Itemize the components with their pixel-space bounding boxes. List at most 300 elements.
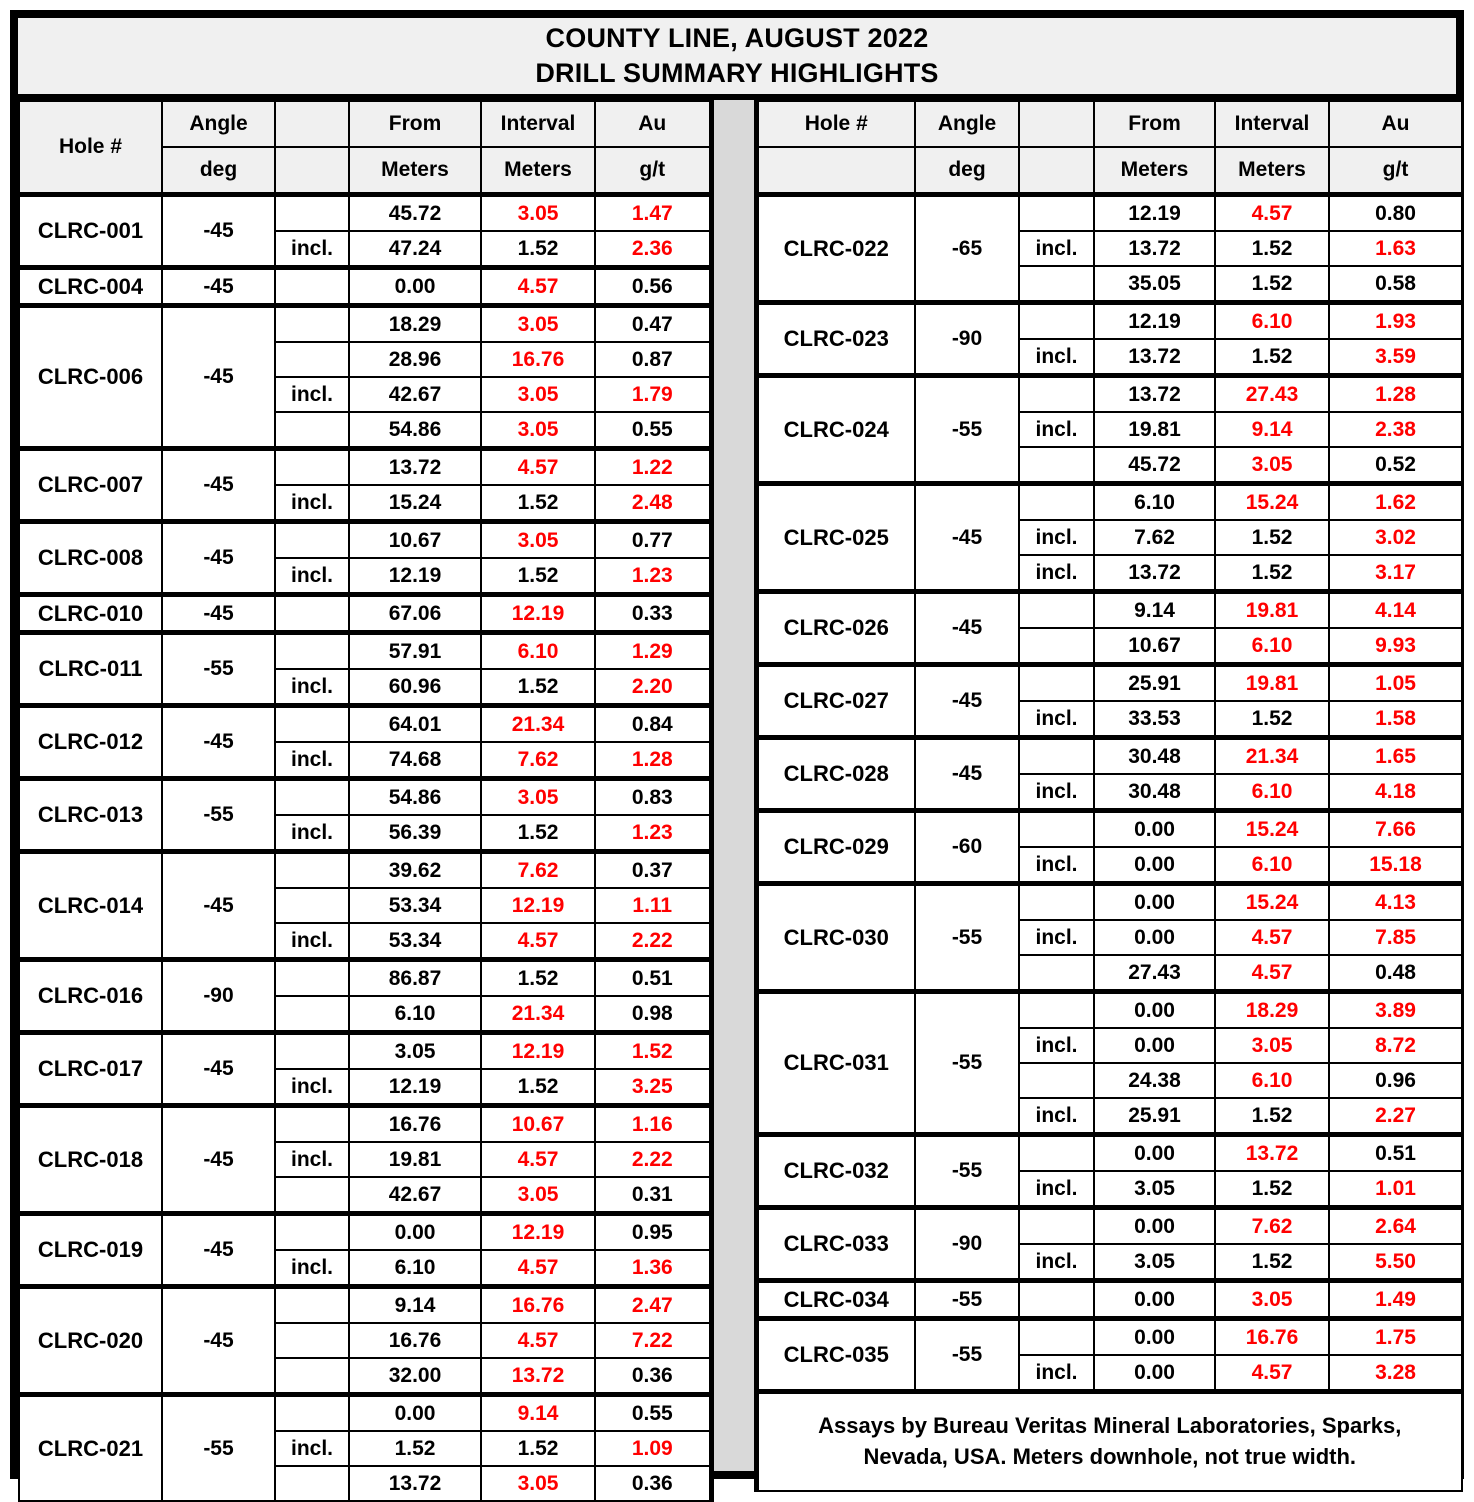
au-cell: 0.84 [595, 706, 711, 743]
incl-cell [275, 1358, 349, 1395]
au-cell: 2.38 [1329, 412, 1462, 447]
incl-cell: incl. [275, 558, 349, 595]
incl-cell [1019, 303, 1094, 340]
from-cell: 0.00 [1094, 811, 1215, 848]
from-cell: 60.96 [349, 669, 481, 706]
from-cell: 1.52 [349, 1431, 481, 1466]
interval-cell: 21.34 [481, 996, 595, 1033]
incl-cell [275, 1033, 349, 1070]
incl-cell: incl. [1019, 339, 1094, 376]
from-cell: 0.00 [1094, 847, 1215, 884]
incl-cell [1019, 628, 1094, 665]
hole-id-cell: CLRC-029 [756, 811, 915, 884]
interval-cell: 12.19 [481, 1033, 595, 1070]
interval-cell: 18.29 [1215, 992, 1329, 1029]
interval-cell: 1.52 [1215, 231, 1329, 266]
angle-cell: -45 [162, 195, 275, 268]
from-cell: 25.91 [1094, 1098, 1215, 1135]
drill-row [756, 665, 1462, 702]
au-cell: 1.93 [1329, 303, 1462, 340]
incl-cell: incl. [1019, 231, 1094, 266]
interval-cell: 6.10 [481, 633, 595, 670]
interval-cell: 4.57 [481, 1142, 595, 1177]
au-cell: 1.49 [1329, 1281, 1462, 1319]
au-cell: 3.17 [1329, 555, 1462, 592]
interval-cell: 1.52 [481, 960, 595, 997]
interval-cell: 21.34 [481, 706, 595, 743]
incl-cell: incl. [275, 377, 349, 412]
from-cell: 0.00 [1094, 1319, 1215, 1356]
from-cell: 45.72 [349, 195, 481, 232]
au-cell: 0.33 [595, 595, 711, 633]
incl-cell: incl. [1019, 555, 1094, 592]
interval-cell: 4.57 [1215, 195, 1329, 232]
table-header [19, 101, 711, 195]
from-cell: 32.00 [349, 1358, 481, 1395]
drill-row [756, 376, 1462, 413]
interval-cell: 12.19 [481, 888, 595, 923]
incl-cell [275, 195, 349, 232]
interval-cell: 13.72 [1215, 1135, 1329, 1172]
from-cell: 10.67 [1094, 628, 1215, 665]
incl-cell [1019, 811, 1094, 848]
interval-cell: 15.24 [1215, 811, 1329, 848]
drill-row [19, 960, 711, 997]
angle-cell: -55 [915, 992, 1019, 1135]
au-cell: 3.28 [1329, 1355, 1462, 1392]
au-header: Au [595, 101, 711, 147]
incl-cell [275, 633, 349, 670]
incl-cell [275, 706, 349, 743]
incl-cell [275, 888, 349, 923]
interval-cell: 1.52 [481, 1431, 595, 1466]
from-cell: 0.00 [1094, 1028, 1215, 1063]
from-cell: 47.24 [349, 231, 481, 268]
incl-cell [1019, 955, 1094, 992]
au-cell: 4.13 [1329, 884, 1462, 921]
assay-note: Assays by Bureau Veritas Mineral Laboratories, Sparks, Nevada, USA. Meters downhole, not true width. [756, 1392, 1462, 1492]
from-cell: 56.39 [349, 815, 481, 852]
drill-row [756, 592, 1462, 629]
from-cell: 13.72 [1094, 376, 1215, 413]
au-cell: 2.20 [595, 669, 711, 706]
au-cell: 1.11 [595, 888, 711, 923]
au-cell: 0.87 [595, 342, 711, 377]
interval-cell: 19.81 [1215, 592, 1329, 629]
angle-cell: -55 [162, 779, 275, 852]
interval-cell: 7.62 [481, 852, 595, 889]
from-cell: 19.81 [349, 1142, 481, 1177]
hole-id-cell: CLRC-001 [19, 195, 162, 268]
from-cell: 45.72 [1094, 447, 1215, 484]
interval-units-header: Meters [481, 147, 595, 195]
incl-cell: incl. [275, 742, 349, 779]
from-cell: 86.87 [349, 960, 481, 997]
interval-cell: 4.57 [481, 923, 595, 960]
incl-cell [275, 960, 349, 997]
from-header: From [1094, 101, 1215, 147]
au-cell: 0.80 [1329, 195, 1462, 232]
hole-id-cell: CLRC-022 [756, 195, 915, 303]
interval-header: Interval [1215, 101, 1329, 147]
au-cell: 1.62 [1329, 484, 1462, 521]
incl-cell [275, 268, 349, 306]
interval-cell: 21.34 [1215, 738, 1329, 775]
au-cell: 2.22 [595, 1142, 711, 1177]
interval-cell: 1.52 [1215, 266, 1329, 303]
drill-row [19, 306, 711, 343]
interval-cell: 16.76 [1215, 1319, 1329, 1356]
interval-cell: 9.14 [481, 1395, 595, 1432]
hole-id-cell: CLRC-013 [19, 779, 162, 852]
au-cell: 2.64 [1329, 1208, 1462, 1245]
au-cell: 0.56 [595, 268, 711, 306]
interval-units-header: Meters [1215, 147, 1329, 195]
drill-row [19, 1106, 711, 1143]
incl-cell: incl. [1019, 774, 1094, 811]
from-cell: 0.00 [349, 1214, 481, 1251]
hole-id-cell: CLRC-007 [19, 449, 162, 522]
from-cell: 10.67 [349, 522, 481, 559]
incl-cell [275, 996, 349, 1033]
drill-row [19, 1214, 711, 1251]
au-cell: 0.95 [595, 1214, 711, 1251]
hole-id-cell: CLRC-031 [756, 992, 915, 1135]
hole-id-cell: CLRC-010 [19, 595, 162, 633]
angle-cell: -45 [162, 852, 275, 960]
from-cell: 53.34 [349, 923, 481, 960]
from-cell: 13.72 [349, 449, 481, 486]
interval-cell: 6.10 [1215, 847, 1329, 884]
drill-row [756, 1208, 1462, 1245]
from-cell: 74.68 [349, 742, 481, 779]
au-cell: 15.18 [1329, 847, 1462, 884]
interval-cell: 1.52 [1215, 555, 1329, 592]
from-cell: 39.62 [349, 852, 481, 889]
incl-cell [275, 1287, 349, 1324]
interval-header: Interval [481, 101, 595, 147]
hole-id-cell: CLRC-018 [19, 1106, 162, 1214]
incl-cell [275, 449, 349, 486]
hole-id-cell: CLRC-026 [756, 592, 915, 665]
au-cell: 2.48 [595, 485, 711, 522]
au-cell: 0.58 [1329, 266, 1462, 303]
incl-cell [275, 779, 349, 816]
interval-cell: 27.43 [1215, 376, 1329, 413]
hole-id-cell: CLRC-033 [756, 1208, 915, 1281]
incl-cell [275, 595, 349, 633]
au-cell: 0.55 [595, 412, 711, 449]
interval-cell: 1.52 [481, 669, 595, 706]
au-cell: 1.28 [1329, 376, 1462, 413]
from-cell: 9.14 [349, 1287, 481, 1324]
from-cell: 3.05 [1094, 1171, 1215, 1208]
interval-cell: 1.52 [481, 231, 595, 268]
au-cell: 1.75 [1329, 1319, 1462, 1356]
au-cell: 3.02 [1329, 520, 1462, 555]
from-cell: 0.00 [1094, 884, 1215, 921]
incl-cell: incl. [1019, 920, 1094, 955]
au-cell: 7.66 [1329, 811, 1462, 848]
au-cell: 1.23 [595, 558, 711, 595]
from-cell: 13.72 [349, 1466, 481, 1501]
interval-cell: 12.19 [481, 595, 595, 633]
incl-cell: incl. [1019, 701, 1094, 738]
au-cell: 0.55 [595, 1395, 711, 1432]
hole-id-cell: CLRC-014 [19, 852, 162, 960]
interval-cell: 4.57 [1215, 920, 1329, 955]
hole-id-cell: CLRC-004 [19, 268, 162, 306]
interval-cell: 3.05 [481, 1466, 595, 1501]
page-title [18, 18, 1456, 100]
interval-cell: 6.10 [1215, 774, 1329, 811]
hole-id-cell: CLRC-006 [19, 306, 162, 449]
drill-row [756, 195, 1462, 232]
incl-cell: incl. [275, 815, 349, 852]
hole-id-cell: CLRC-032 [756, 1135, 915, 1208]
hole-header-blank [756, 147, 915, 195]
hole-id-cell: CLRC-028 [756, 738, 915, 811]
angle-units-header: deg [162, 147, 275, 195]
title-line-1: COUNTY LINE, AUGUST 2022 [545, 22, 929, 53]
incl-cell [1019, 447, 1094, 484]
from-cell: 13.72 [1094, 555, 1215, 592]
from-cell: 3.05 [349, 1033, 481, 1070]
au-cell: 1.47 [595, 195, 711, 232]
interval-cell: 16.76 [481, 342, 595, 377]
interval-cell: 3.05 [481, 377, 595, 412]
from-cell: 57.91 [349, 633, 481, 670]
header-row-1 [19, 101, 711, 147]
au-cell: 1.36 [595, 1250, 711, 1287]
incl-cell: incl. [275, 1142, 349, 1177]
interval-cell: 3.05 [1215, 447, 1329, 484]
incl-header-blank [1019, 101, 1094, 147]
drill-row [19, 633, 711, 670]
au-header: Au [1329, 101, 1462, 147]
incl-cell: incl. [275, 1431, 349, 1466]
interval-cell: 1.52 [481, 815, 595, 852]
au-cell: 1.63 [1329, 231, 1462, 266]
interval-cell: 4.57 [481, 1250, 595, 1287]
incl-cell [1019, 1135, 1094, 1172]
hole-id-cell: CLRC-011 [19, 633, 162, 706]
angle-cell: -65 [915, 195, 1019, 303]
incl-cell: incl. [1019, 520, 1094, 555]
hole-id-cell: CLRC-016 [19, 960, 162, 1033]
from-header: From [349, 101, 481, 147]
interval-cell: 3.05 [481, 412, 595, 449]
interval-cell: 4.57 [1215, 1355, 1329, 1392]
from-cell: 28.96 [349, 342, 481, 377]
incl-cell [275, 1106, 349, 1143]
incl-cell: incl. [1019, 1171, 1094, 1208]
hole-header: Hole # [756, 101, 915, 147]
interval-cell: 3.05 [481, 306, 595, 343]
from-cell: 6.10 [349, 1250, 481, 1287]
drill-row [19, 1395, 711, 1432]
header-row-2 [756, 147, 1462, 195]
interval-cell: 6.10 [1215, 628, 1329, 665]
incl-cell: incl. [1019, 847, 1094, 884]
interval-cell: 3.05 [1215, 1028, 1329, 1063]
incl-cell [1019, 1281, 1094, 1319]
hole-id-cell: CLRC-034 [756, 1281, 915, 1319]
hole-id-cell: CLRC-012 [19, 706, 162, 779]
interval-cell: 1.52 [481, 1069, 595, 1106]
table-body [19, 195, 711, 1502]
au-cell: 4.18 [1329, 774, 1462, 811]
from-cell: 0.00 [349, 268, 481, 306]
drill-row [756, 992, 1462, 1029]
angle-cell: -45 [162, 1033, 275, 1106]
interval-cell: 7.62 [1215, 1208, 1329, 1245]
angle-cell: -45 [162, 306, 275, 449]
au-cell: 1.01 [1329, 1171, 1462, 1208]
incl-cell [1019, 376, 1094, 413]
angle-cell: -55 [162, 1395, 275, 1502]
interval-cell: 1.52 [1215, 520, 1329, 555]
from-cell: 13.72 [1094, 339, 1215, 376]
drill-row [19, 268, 711, 306]
from-cell: 13.72 [1094, 231, 1215, 266]
hole-id-cell: CLRC-019 [19, 1214, 162, 1287]
drill-row [756, 811, 1462, 848]
au-cell: 1.52 [595, 1033, 711, 1070]
from-cell: 67.06 [349, 595, 481, 633]
interval-cell: 1.52 [1215, 1171, 1329, 1208]
incl-cell [1019, 195, 1094, 232]
table-gutter [714, 100, 754, 1471]
from-units-header: Meters [349, 147, 481, 195]
angle-cell: -45 [162, 1287, 275, 1395]
note-row [756, 1392, 1462, 1492]
angle-cell: -90 [915, 303, 1019, 376]
from-cell: 54.86 [349, 412, 481, 449]
from-cell: 16.76 [349, 1106, 481, 1143]
from-cell: 0.00 [1094, 1135, 1215, 1172]
au-cell: 0.51 [595, 960, 711, 997]
angle-cell: -55 [162, 633, 275, 706]
au-cell: 0.48 [1329, 955, 1462, 992]
incl-cell [275, 306, 349, 343]
from-cell: 12.19 [349, 558, 481, 595]
from-cell: 9.14 [1094, 592, 1215, 629]
au-cell: 1.28 [595, 742, 711, 779]
angle-cell: -45 [915, 592, 1019, 665]
hole-id-cell: CLRC-021 [19, 1395, 162, 1502]
au-cell: 1.65 [1329, 738, 1462, 775]
from-cell: 30.48 [1094, 738, 1215, 775]
interval-cell: 3.05 [481, 195, 595, 232]
incl-cell [1019, 1208, 1094, 1245]
interval-cell: 1.52 [1215, 339, 1329, 376]
au-cell: 3.59 [1329, 339, 1462, 376]
au-cell: 0.83 [595, 779, 711, 816]
from-cell: 42.67 [349, 1177, 481, 1214]
drill-row [756, 738, 1462, 775]
incl-cell [275, 1177, 349, 1214]
from-cell: 12.19 [1094, 195, 1215, 232]
from-cell: 0.00 [1094, 992, 1215, 1029]
interval-cell: 1.52 [1215, 1244, 1329, 1281]
incl-cell [1019, 992, 1094, 1029]
angle-header: Angle [162, 101, 275, 147]
drill-row [19, 1033, 711, 1070]
au-cell: 1.05 [1329, 665, 1462, 702]
incl-cell: incl. [1019, 1355, 1094, 1392]
incl-cell: incl. [275, 485, 349, 522]
from-cell: 0.00 [1094, 920, 1215, 955]
incl-cell: incl. [275, 1069, 349, 1106]
angle-cell: -45 [915, 665, 1019, 738]
au-cell: 0.77 [595, 522, 711, 559]
angle-cell: -55 [915, 1281, 1019, 1319]
interval-cell: 1.52 [481, 485, 595, 522]
from-cell: 25.91 [1094, 665, 1215, 702]
from-cell: 27.43 [1094, 955, 1215, 992]
incl-cell: incl. [275, 1250, 349, 1287]
au-cell: 0.31 [595, 1177, 711, 1214]
from-cell: 64.01 [349, 706, 481, 743]
au-cell: 8.72 [1329, 1028, 1462, 1063]
from-cell: 24.38 [1094, 1063, 1215, 1098]
from-cell: 0.00 [349, 1395, 481, 1432]
hole-id-cell: CLRC-008 [19, 522, 162, 595]
interval-cell: 4.57 [481, 268, 595, 306]
interval-cell: 7.62 [481, 742, 595, 779]
hole-id-cell: CLRC-023 [756, 303, 915, 376]
interval-cell: 4.57 [481, 1323, 595, 1358]
incl-cell [1019, 1319, 1094, 1356]
hole-id-cell: CLRC-025 [756, 484, 915, 592]
drill-row [19, 706, 711, 743]
from-cell: 0.00 [1094, 1208, 1215, 1245]
au-cell: 0.36 [595, 1358, 711, 1395]
drill-row [19, 852, 711, 889]
au-cell: 2.22 [595, 923, 711, 960]
au-cell: 1.09 [595, 1431, 711, 1466]
angle-cell: -45 [162, 268, 275, 306]
interval-cell: 15.24 [1215, 884, 1329, 921]
from-cell: 6.10 [1094, 484, 1215, 521]
interval-cell: 13.72 [481, 1358, 595, 1395]
incl-cell [1019, 266, 1094, 303]
angle-units-header: deg [915, 147, 1019, 195]
incl-header-blank [275, 101, 349, 147]
au-cell: 1.16 [595, 1106, 711, 1143]
table-body [756, 195, 1462, 1492]
incl-cell: incl. [275, 923, 349, 960]
incl-cell [275, 342, 349, 377]
au-cell: 0.37 [595, 852, 711, 889]
au-cell: 1.29 [595, 633, 711, 670]
angle-cell: -45 [162, 1214, 275, 1287]
drill-row [19, 522, 711, 559]
angle-cell: -45 [915, 738, 1019, 811]
angle-cell: -55 [915, 376, 1019, 484]
incl-cell: incl. [1019, 412, 1094, 447]
au-cell: 1.22 [595, 449, 711, 486]
hole-header: Hole # [19, 101, 162, 195]
from-cell: 12.19 [1094, 303, 1215, 340]
angle-header: Angle [915, 101, 1019, 147]
au-cell: 0.96 [1329, 1063, 1462, 1098]
incl-cell [1019, 484, 1094, 521]
au-cell: 2.36 [595, 231, 711, 268]
angle-cell: -90 [162, 960, 275, 1033]
interval-cell: 15.24 [1215, 484, 1329, 521]
